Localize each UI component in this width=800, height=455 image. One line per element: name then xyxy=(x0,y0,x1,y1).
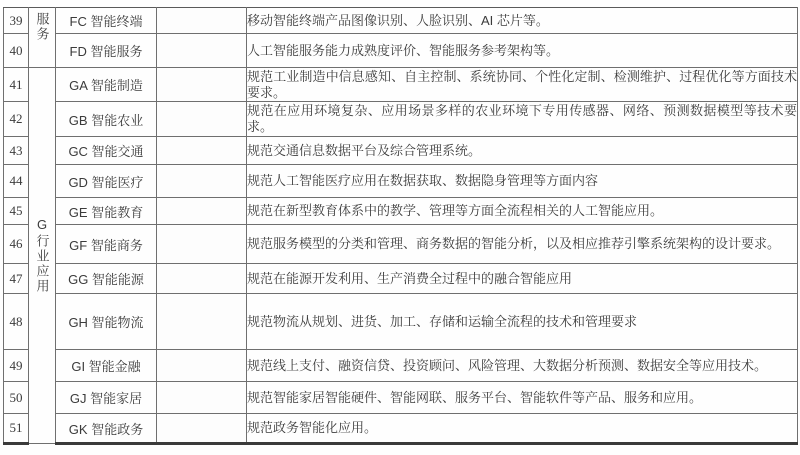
standards-table-body xyxy=(4,8,798,444)
blank-cell xyxy=(157,264,247,294)
description-cell: 规范在新型教育体系中的教学、管理等方面全流程相关的人工智能应用。 xyxy=(247,198,798,225)
table-row xyxy=(4,264,798,294)
description-cell: 规范在应用环境复杂、应用场景多样的农业环境下专用传感器、网络、预测数据模型等技术要求。 xyxy=(247,102,798,137)
code-cell: GE 智能教育 xyxy=(56,198,157,225)
blank-cell xyxy=(157,382,247,414)
blank-cell xyxy=(157,34,247,68)
code-cell: GB 智能农业 xyxy=(56,102,157,137)
table-row xyxy=(4,350,798,382)
table-row xyxy=(4,102,798,137)
description-cell: 规范在能源开发利用、生产消费全过程中的融合智能应用 xyxy=(247,264,798,294)
category-vertical-label: 服务 xyxy=(34,12,50,42)
table-row xyxy=(4,8,798,34)
ai-standards-table xyxy=(3,7,798,445)
description-cell: 规范政务智能化应用。 xyxy=(247,414,798,444)
code-cell: FC 智能终端 xyxy=(56,8,157,34)
category-cell xyxy=(29,8,56,68)
code-cell: GC 智能交通 xyxy=(56,137,157,165)
row-number-cell: 39 xyxy=(4,8,29,34)
row-number-cell: 46 xyxy=(4,225,29,264)
description-cell: 人工智能服务能力成熟度评价、智能服务参考架构等。 xyxy=(247,34,798,68)
blank-cell xyxy=(157,198,247,225)
row-number-cell: 44 xyxy=(4,165,29,198)
code-cell: GG 智能能源 xyxy=(56,264,157,294)
blank-cell xyxy=(157,102,247,137)
row-number-cell: 51 xyxy=(4,414,29,444)
row-number-cell: 45 xyxy=(4,198,29,225)
code-cell: GD 智能医疗 xyxy=(56,165,157,198)
row-number-cell: 40 xyxy=(4,34,29,68)
description-cell: 规范工业制造中信息感知、自主控制、系统协同、个性化定制、检测维护、过程优化等方面技术要求。 xyxy=(247,68,797,100)
description-cell: 规范人工智能医疗应用在数据获取、数据隐身管理等方面内容 xyxy=(247,165,798,198)
blank-cell xyxy=(157,414,247,444)
code-cell: GH 智能物流 xyxy=(56,294,157,350)
table-row xyxy=(4,34,798,68)
blank-cell xyxy=(157,294,247,350)
table-row xyxy=(4,137,798,165)
blank-cell xyxy=(157,8,247,34)
code-cell: GF 智能商务 xyxy=(56,225,157,264)
description-cell: 规范线上支付、融资信贷、投资顾问、风险管理、大数据分析预测、数据安全等应用技术。 xyxy=(247,350,798,382)
row-number-cell: 49 xyxy=(4,350,29,382)
category-vertical-label: G行业应用 xyxy=(34,217,50,294)
description-cell: 规范智能家居智能硬件、智能网联、服务平台、智能软件等产品、服务和应用。 xyxy=(247,382,798,414)
table-row xyxy=(4,414,798,444)
row-number-cell: 42 xyxy=(4,102,29,137)
row-number-cell: 43 xyxy=(4,137,29,165)
table-row xyxy=(4,165,798,198)
code-cell: GJ 智能家居 xyxy=(56,382,157,414)
category-cell xyxy=(29,68,56,444)
description-cell: 规范交通信息数据平台及综合管理系统。 xyxy=(247,137,798,165)
table-row xyxy=(4,225,798,264)
blank-cell xyxy=(157,68,247,102)
blank-cell xyxy=(157,225,247,264)
blank-cell xyxy=(157,165,247,198)
blank-cell xyxy=(157,350,247,382)
blank-cell xyxy=(157,137,247,165)
code-cell: GK 智能政务 xyxy=(56,414,157,444)
row-number-cell: 50 xyxy=(4,382,29,414)
row-number-cell: 41 xyxy=(4,68,29,102)
table-row xyxy=(4,198,798,225)
table-row xyxy=(4,68,798,102)
code-cell: GI 智能金融 xyxy=(56,350,157,382)
row-number-cell: 47 xyxy=(4,264,29,294)
row-number-cell: 48 xyxy=(4,294,29,350)
table-row xyxy=(4,294,798,350)
description-cell: 移动智能终端产品图像识别、人脸识别、AI 芯片等。 xyxy=(247,8,798,34)
description-cell: 规范服务模型的分类和管理、商务数据的智能分析，以及相应推荐引擎系统架构的设计要求。 xyxy=(247,225,798,264)
description-cell: 规范物流从规划、进货、加工、存储和运输全流程的技术和管理要求 xyxy=(247,294,798,350)
code-cell: GA 智能制造 xyxy=(56,68,157,102)
table-row xyxy=(4,382,798,414)
code-cell: FD 智能服务 xyxy=(56,34,157,68)
